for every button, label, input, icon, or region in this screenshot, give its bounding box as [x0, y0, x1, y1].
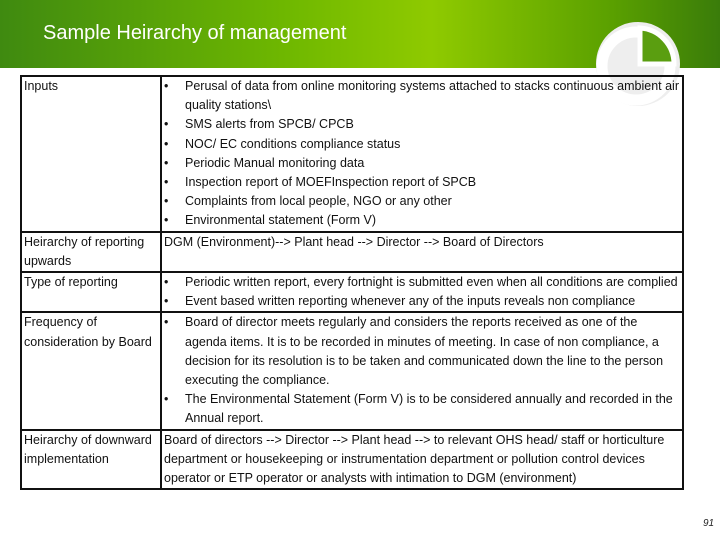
table-row: [21, 272, 683, 312]
table-row: [21, 232, 683, 272]
row-label: Heirarchy of reporting upwards: [21, 232, 161, 272]
page-number: 91: [703, 518, 715, 529]
row-label: Frequency of consideration by Board: [21, 312, 161, 429]
list-item: • Complaints from local people, NGO or any other: [185, 192, 680, 211]
table-row: [21, 430, 683, 490]
table-row: [21, 312, 683, 429]
list-item: • Board of director meets regularly and considers the reports received as one of the agenda items. It is to be recorded in minutes of meeting. In case of non compliance, a decision for its resolution is to be taken and communicated down the line to the person executing the compliance.: [185, 313, 680, 390]
row-label: Inputs: [21, 76, 161, 232]
list-item: • Inspection report of MOEFInspection report of SPCB: [185, 173, 680, 192]
row-content: Board of directors --> Director --> Plant head --> to relevant OHS head/ staff or horticulture department or housekeeping or instrumentation department or pollution control devices operator or ETP operator or analysts with intimation to DGM (environment): [161, 430, 683, 490]
list-item: • Perusal of data from online monitoring systems attached to stacks continuous ambient air quality stations\: [185, 77, 680, 115]
list-item: • Environmental statement (Form V): [185, 211, 680, 230]
row-content: [161, 312, 683, 429]
list-item: • Periodic Manual monitoring data: [185, 154, 680, 173]
list-item: • Event based written reporting whenever any of the inputs reveals non compliance: [185, 292, 680, 311]
management-hierarchy-table: [20, 75, 684, 490]
list-item: • Periodic written report, every fortnight is submitted even when all conditions are complied: [185, 273, 680, 292]
row-content: [161, 272, 683, 312]
table-row: [21, 76, 683, 232]
row-label: Heirarchy of downward implementation: [21, 430, 161, 490]
row-content: [161, 76, 683, 232]
slide-title: Sample Heirarchy of management: [43, 22, 347, 44]
row-content: DGM (Environment)--> Plant head --> Director --> Board of Directors: [161, 232, 683, 272]
row-label: Type of reporting: [21, 272, 161, 312]
list-item: • The Environmental Statement (Form V) is to be considered annually and recorded in the Annual report.: [185, 390, 680, 428]
list-item: • NOC/ EC conditions compliance status: [185, 135, 680, 154]
list-item: • SMS alerts from SPCB/ CPCB: [185, 115, 680, 134]
